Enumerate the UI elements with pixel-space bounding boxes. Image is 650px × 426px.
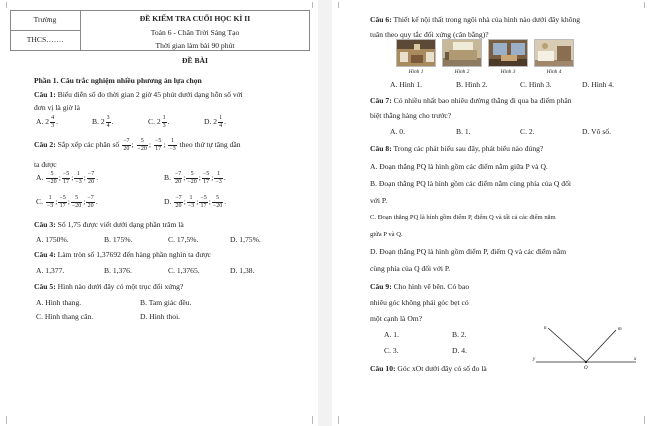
label-y: y: [533, 357, 536, 362]
q9-option-a[interactable]: A. 1.: [384, 330, 399, 339]
q8-option-c-cont: giữa P và Q.: [370, 231, 403, 238]
q8-option-a[interactable]: A. Đoạn thẳng PQ là hình gồm các điểm nằm giữa P và Q.: [370, 162, 548, 171]
q4-option-d[interactable]: D. 1,38.: [230, 266, 255, 275]
q7-text: Câu 7: Có nhiều nhất bao nhiêu đường thẳng đi qua ba điểm phân: [370, 96, 572, 105]
point-o: [585, 361, 587, 363]
label-n: n: [544, 326, 547, 331]
q3-text: Câu 3: Số 1,75 được viết dưới dạng phần trăm là: [34, 220, 184, 229]
q8-option-d[interactable]: D. Đoạn thẳng PQ là hình gồm điểm P, điểm Q và các điểm nằm: [370, 247, 567, 256]
q2-option-a[interactable]: A. $\frac{5}{-20}$ ; $\frac{-5}{17}$ ; $\frac{1}{-3}$ ; $\frac{-7}{20}$ .: [36, 171, 99, 185]
q1-option-a[interactable]: A. 2 $\frac{4}{3}$ .: [36, 115, 58, 129]
q7-option-b[interactable]: B. 1.: [456, 127, 471, 136]
interior-image-1: [396, 39, 436, 67]
ray-om: [586, 330, 616, 362]
q3-option-c[interactable]: C. 17,5%.: [168, 235, 199, 244]
q5-text: Câu 5: Hình nào dưới đây có một trục đối xứng?: [34, 282, 184, 291]
q7-option-a[interactable]: A. 0.: [390, 127, 405, 136]
q1-option-b[interactable]: B. 2 $\frac{3}{4}$ .: [92, 115, 114, 129]
q8-option-b-cont: với P.: [370, 196, 388, 205]
q8-option-b[interactable]: B. Đoạn thẳng PQ là hình gồm các điểm nằm cùng phía của Q đối: [370, 179, 571, 188]
q3-option-a[interactable]: A. 1750%.: [36, 235, 69, 244]
q6-option-a[interactable]: A. Hình 1.: [390, 80, 423, 89]
ray-on: [548, 328, 586, 362]
q4-text: Câu 4: Làm tròn số 1,37692 đến hàng phần nghìn ta được: [34, 250, 211, 259]
q9-text3: một cạnh là Om?: [370, 314, 423, 323]
q9-option-c[interactable]: C. 3.: [384, 346, 399, 355]
exam-time: Thời gian làm bài 90 phút: [155, 41, 235, 50]
interior-image-3: [488, 39, 528, 67]
label-o: O: [584, 366, 588, 370]
part1-heading: Phần 1. Câu trắc nghiệm nhiều phương án lựa chọn: [34, 76, 202, 85]
q7-text2: biệt thẳng hàng cho trước?: [370, 111, 452, 120]
q1-option-d[interactable]: D. 2 $\frac{1}{4}$ .: [204, 115, 226, 129]
q5-option-c[interactable]: C. Hình thang cân.: [36, 312, 94, 321]
q2-text: Câu 2: Sắp xếp các phân số $\frac{-7}{20}$ ; $\frac{5}{-20}$ ; $\frac{-5}{17}$ ; $\frac{1}{-3}$ theo thứ tự tăng dần: [34, 138, 241, 152]
q1-text: Câu 1: Biểu diễn số đo thời gian 2 giờ 45 phút dưới dạng hỗn số với: [34, 90, 243, 99]
q6-text2: tuân theo quy tắc đối xứng (cân bằng)?: [370, 30, 489, 39]
q4-option-c[interactable]: C. 1,3765.: [168, 266, 200, 275]
q9-text2: nhiêu góc không phải góc bẹt có: [370, 298, 469, 307]
q3-option-d[interactable]: D. 1,75%.: [230, 235, 261, 244]
q9-option-b[interactable]: B. 2.: [452, 330, 467, 339]
q4-option-b[interactable]: B. 1,376.: [104, 266, 132, 275]
q10-text: Câu 10: Góc xOt dưới đây có số đo là: [370, 364, 487, 373]
exam-subject: Toán 6 - Chân Trời Sáng Tạo: [150, 28, 240, 37]
q2-option-d[interactable]: D. $\frac{-7}{20}$ ; $\frac{1}{-3}$ ; $\frac{-5}{17}$ ; $\frac{5}{-20}$ .: [164, 195, 227, 209]
q2-option-b[interactable]: B. $\frac{-7}{20}$ ; $\frac{5}{-20}$ ; $\frac{-5}{17}$ ; $\frac{1}{-3}$ .: [164, 171, 226, 185]
label-m: m: [618, 327, 622, 332]
q1-option-c[interactable]: C. 2 $\frac{1}{3}$ .: [148, 115, 170, 129]
school-line2: THCS…….: [26, 35, 64, 44]
image-caption-2: Hình 2: [454, 69, 470, 75]
q8-option-d-cont: cùng phía của Q đối với P.: [370, 264, 451, 273]
q9-text: Câu 9: Cho hình vẽ bên. Có bao: [370, 282, 470, 291]
q5-option-a[interactable]: A. Hình thang.: [36, 298, 82, 307]
q2-option-c[interactable]: C. $\frac{1}{-3}$ ; $\frac{-5}{17}$ ; $\frac{5}{-20}$ ; $\frac{-7}{20}$ .: [36, 195, 98, 209]
de-bai-heading: ĐỀ BÀI: [182, 56, 208, 65]
q6-option-c[interactable]: C. Hình 3.: [520, 80, 552, 89]
q4-option-a[interactable]: A. 1,377.: [36, 266, 65, 275]
q9-option-d[interactable]: D. 4.: [452, 346, 467, 355]
image-caption-3: Hình 3: [500, 69, 516, 75]
exam-header-table: [10, 10, 310, 68]
angle-figure: [532, 322, 640, 370]
interior-image-4: [534, 39, 574, 67]
q6-text: Câu 6: Thiết kế nội thất trong ngôi nhà của hình nào dưới đây không: [370, 15, 581, 24]
page-gutter: [318, 0, 332, 426]
q8-option-c[interactable]: C. Đoạn thẳng PQ là hình gồm điểm P, điểm Q và tất cả các điểm nằm: [370, 214, 556, 221]
exam-title: ĐỀ KIỂM TRA CUỐI HỌC KÌ II: [139, 14, 251, 23]
q2-text2: ta được: [34, 160, 57, 169]
interior-image-2: [442, 39, 482, 67]
q5-option-b[interactable]: B. Tam giác đều.: [140, 298, 192, 307]
label-x: x: [634, 357, 637, 362]
q8-text: Câu 8: Trong các phát biểu sau đây, phát biểu nào đúng?: [370, 144, 544, 153]
q6-option-d[interactable]: D. Hình 4.: [582, 80, 615, 89]
q3-option-b[interactable]: B. 175%.: [104, 235, 133, 244]
q5-option-d[interactable]: D. Hình thoi.: [140, 312, 181, 321]
left-page: [0, 0, 318, 426]
q1-text2: đơn vị là giờ là: [34, 103, 80, 112]
image-caption-1: Hình 1: [408, 69, 424, 75]
q7-option-d[interactable]: D. Vô số.: [582, 127, 611, 136]
school-line1: Trường: [33, 15, 57, 24]
image-caption-4: Hình 4: [546, 69, 562, 75]
q7-option-c[interactable]: C. 2.: [520, 127, 535, 136]
q6-option-b[interactable]: B. Hình 2.: [456, 80, 488, 89]
